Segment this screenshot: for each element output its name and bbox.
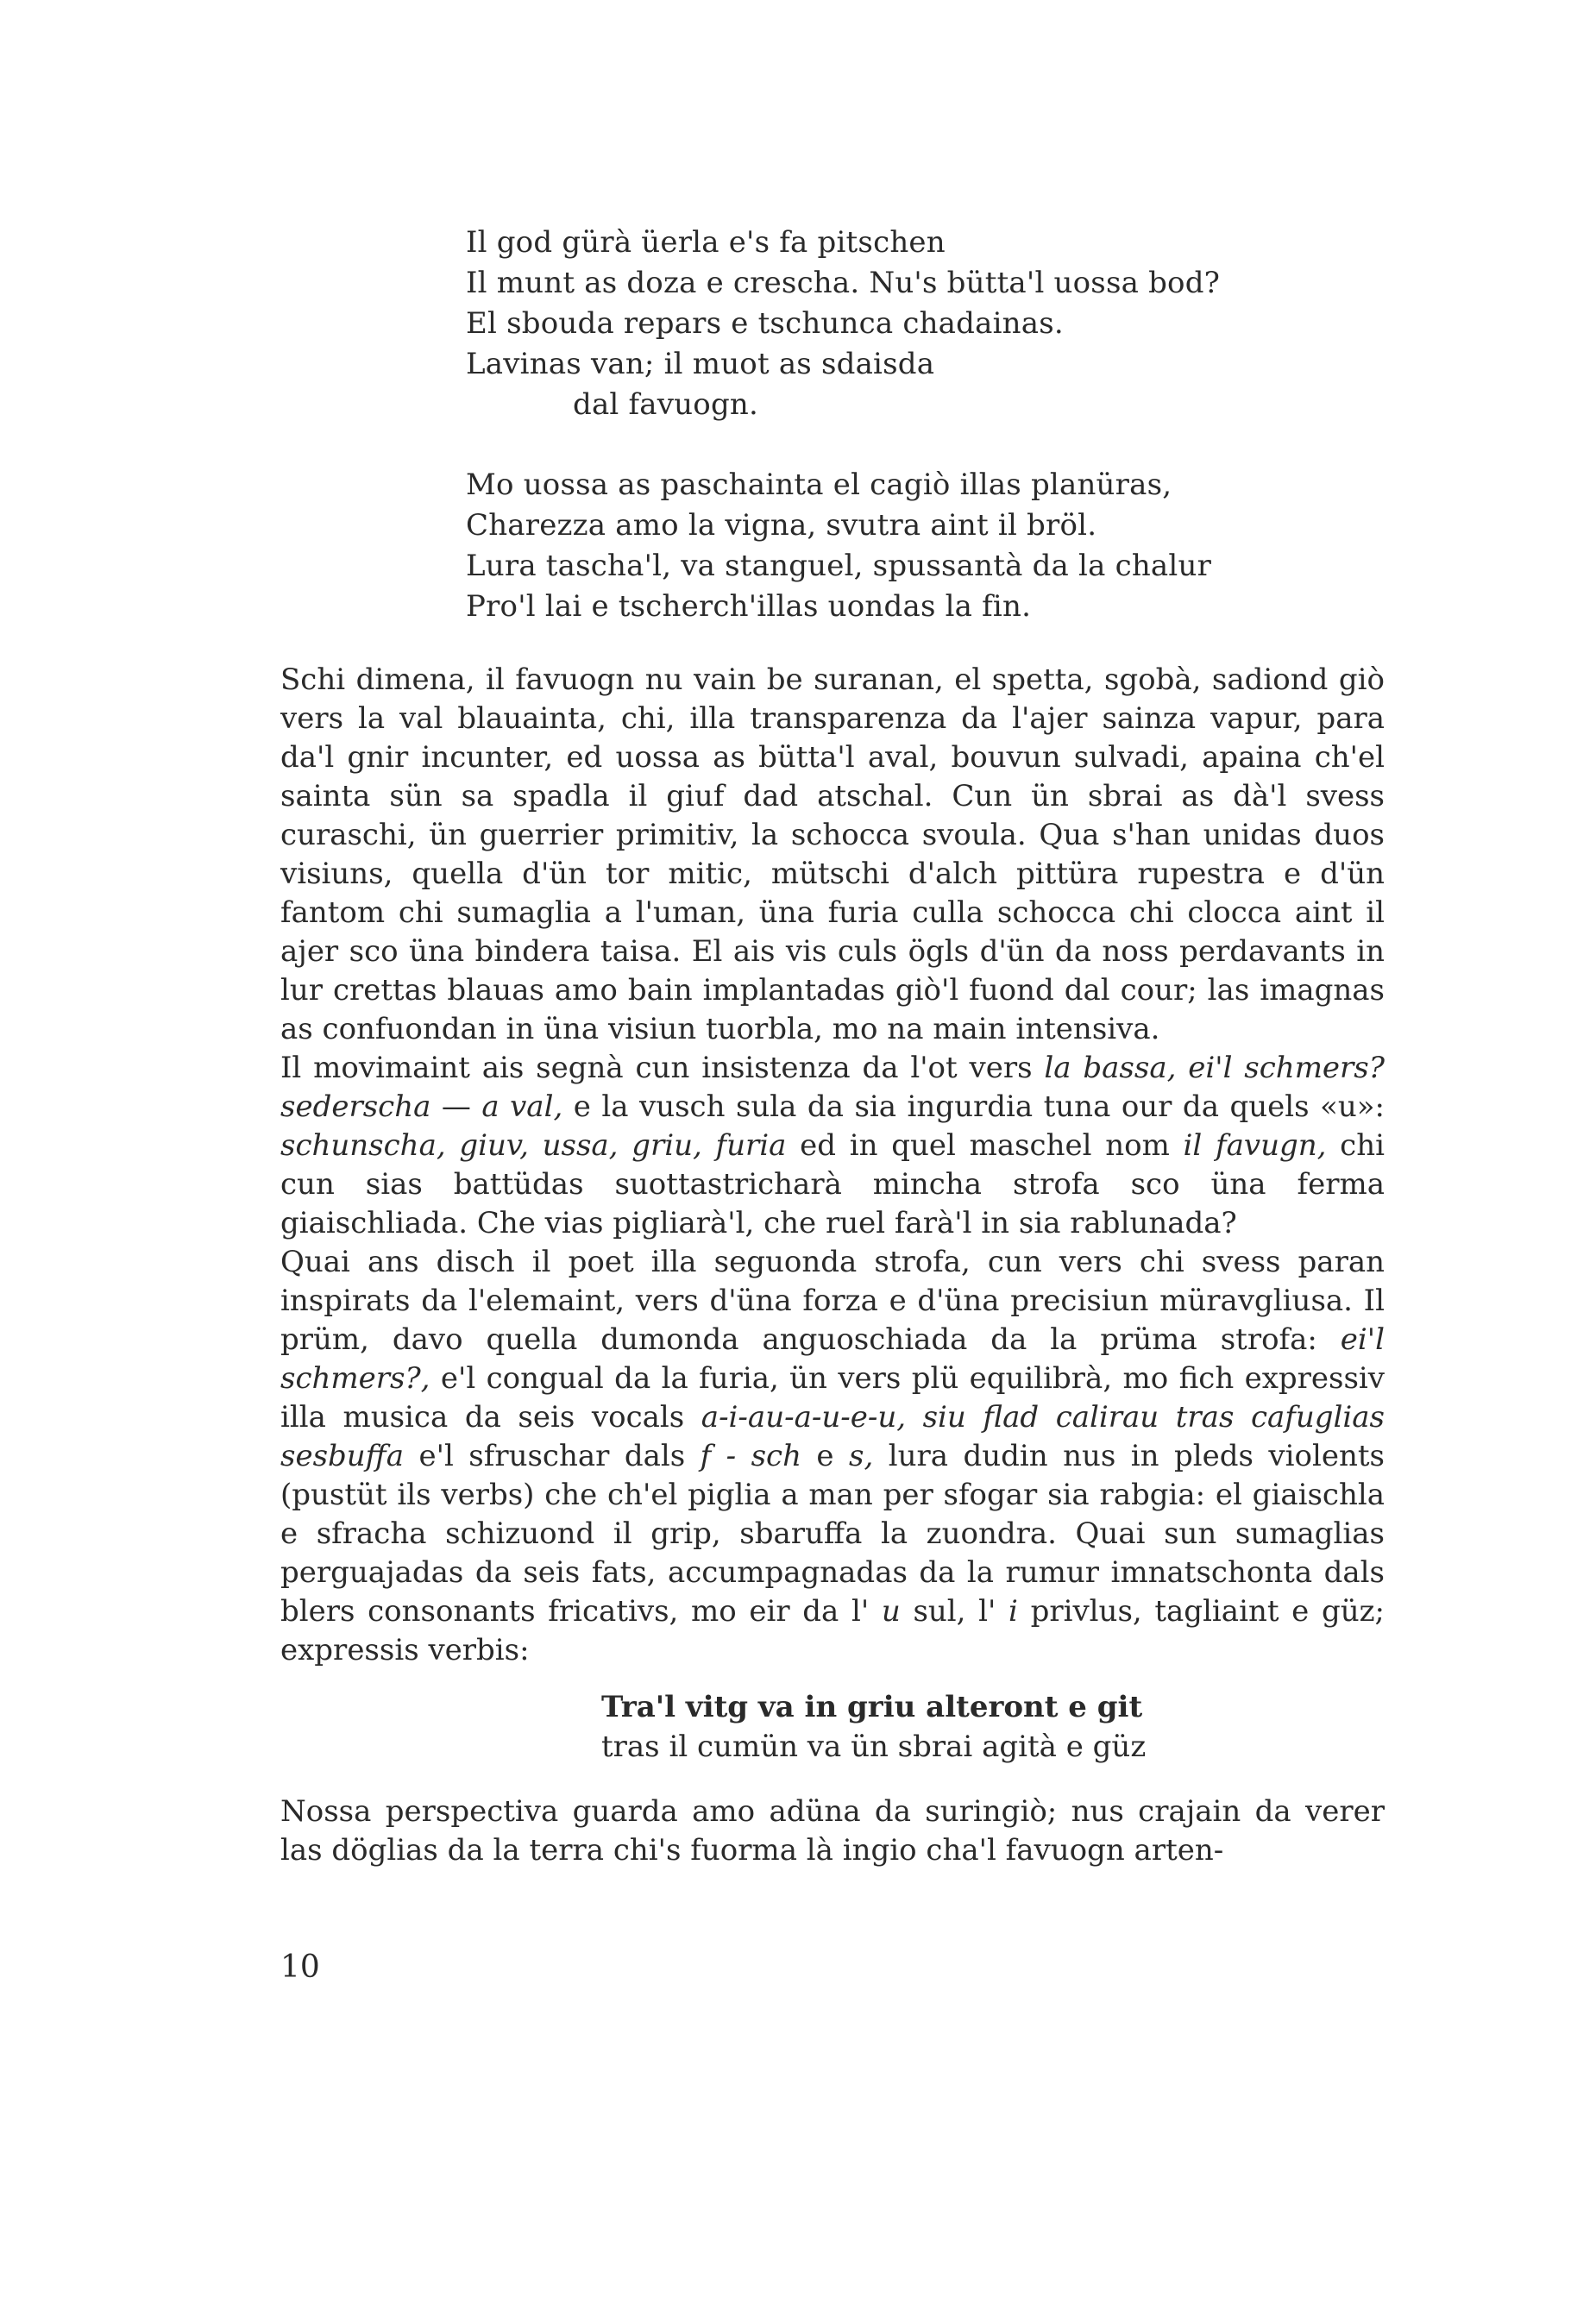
text-run: e'l sfruschar dals	[404, 1439, 701, 1473]
italic-run: la bassa, ei'l schmers? sederscha	[280, 1051, 1385, 1124]
poem-line: El sbouda repars e tschunca chadainas.	[466, 306, 1064, 341]
italic-run: a val,	[481, 1089, 563, 1124]
paragraph-1: Schi dimena, il favuogn nu vain be suranan, el spetta, sgobà, sadiond giò vers la val blauainta, chi, illa transparenza da l'ajer sainza vapur, para da'l gnir incunter, ed uossa as bütta'l aval, bouvun sulvadi, apaina ch'el sainta sün sa spadla il giuf dad atschal. Cun ün sbrai as dà'l svess curaschi, ün guerrier primitiv, la schocca svoula. Qua s'han unidas duos visiuns, quella d'ün tor mitic, mütschi d'alch pittüra rupestra e d'ün fantom chi sumaglia a l'uman, üna furia culla schocca chi clocca aint il ajer sco üna bindera taisa. El ais vis culs ögls d'ün da noss perdavants in lur crettas blauas amo bain implantadas giò'l fuond dal cour; las imagnas as confuondan in üna visiun tuorbla, mo na main intensiva.	[280, 662, 1385, 1046]
stanza-gap	[466, 425, 1415, 465]
italic-run: i	[1008, 1594, 1018, 1629]
text-run: e'l congual da la furia, ün vers plü equilibrà, mo fich expressiv illa musica da seis vocals	[280, 1361, 1385, 1435]
text-run: ed in quel maschel nom	[786, 1128, 1184, 1163]
italic-run: ei'l schmers?,	[280, 1322, 1385, 1396]
poem-line: Il munt as doza e crescha. Nu's bütta'l uossa bod?	[466, 266, 1221, 300]
italic-run: f - sch	[700, 1439, 801, 1473]
paragraph-2	[280, 1049, 1385, 1243]
verse-quote	[601, 1687, 1378, 1767]
poem-line: Pro'l lai e tscherch'illas uondas la fin.	[466, 589, 1032, 624]
text-run: privlus, tagliaint e güz; expressis verbis:	[280, 1594, 1385, 1667]
italic-run: a-i-au-a-u-e-u, siu flad calirau tras cafuglias sesbuffa	[280, 1400, 1385, 1473]
italic-run: schunscha, giuv, ussa, griu, furia	[280, 1128, 787, 1163]
text-run: Il movimaint ais segnà cun insistenza da l'ot vers	[280, 1051, 1045, 1085]
text-run: lura dudin nus in pleds violents (pustüt ils verbs) che ch'el piglia a man per sfogar sia rabgia: el giaischla e sfracha schizuond il grip, sbaruffa la zuondra. Quai sun sumaglias perguajadas da seis fats, accumpagnadas da la rumur imnatschonta dals blers consonants fricativs, mo eir da l'	[280, 1439, 1385, 1629]
paragraph-3	[280, 1243, 1385, 1670]
text-run: Quai ans disch il poet illa seguonda strofa, cun vers chi svess paran inspirats da l'elemaint, vers d'üna forza e d'üna precisiun müravgliusa. Il prüm, davo quella dumonda anguoschiada da la prüma strofa:	[280, 1245, 1385, 1357]
poem	[466, 223, 1415, 627]
commentary-text	[280, 661, 1385, 1670]
commentary-continued	[280, 1793, 1385, 1870]
page-number: 10	[280, 1950, 320, 1985]
italic-run: s,	[849, 1439, 874, 1473]
poem-line: Lura tascha'l, va stanguel, spussantà da la chalur	[466, 549, 1212, 583]
quote-original: Tra'l vitg va in griu alteront e git	[601, 1690, 1143, 1724]
paragraph-4: Nossa perspectiva guarda amo adüna da suringiò; nus crajain da verer las döglias da la terra chi's fuorma là ingio cha'l favuogn arten-	[280, 1794, 1385, 1868]
text-run: e	[801, 1439, 849, 1473]
poem-line: dal favuogn.	[573, 387, 759, 422]
text-run: —	[430, 1089, 482, 1124]
text-run: sul, l'	[900, 1594, 1009, 1629]
text-run: e la vusch sula da sia ingurdia tuna our da quels «u»:	[562, 1089, 1385, 1124]
poem-line: Charezza amo la vigna, svutra aint il bröl.	[466, 508, 1097, 543]
poem-line: Lavinas van; il muot as sdaisda	[466, 347, 935, 381]
poem-line: Il god gürà üerla e's fa pitschen	[466, 225, 946, 260]
italic-run: il favugn,	[1183, 1128, 1327, 1163]
poem-line: Mo uossa as paschainta el cagiò illas planüras,	[466, 468, 1172, 502]
italic-run: u	[881, 1594, 901, 1629]
quote-translation: tras il cumün va ün sbrai agità e güz	[601, 1730, 1147, 1764]
text-run: chi cun sias battüdas suottastricharà mincha strofa sco üna ferma giaischliada. Che vias pigliarà'l, che ruel farà'l in sia rablunada?	[280, 1128, 1385, 1240]
